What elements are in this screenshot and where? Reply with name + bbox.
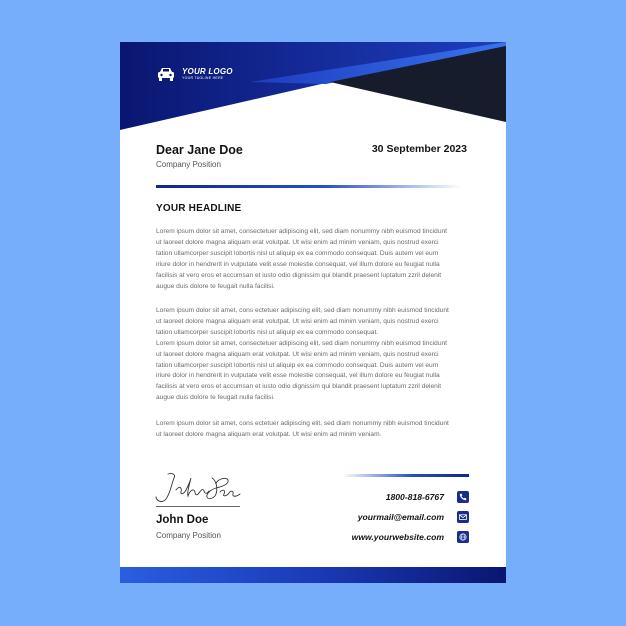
email-address[interactable]: yourmail@email.com bbox=[357, 512, 444, 522]
recipient-block bbox=[156, 143, 243, 169]
signer-name: John Doe bbox=[156, 514, 209, 526]
body-paragraph-1: Lorem ipsum dolor sit amet, consectetuer adipiscing elit, sed diam nonummy nibh euismod tincidunt ut laoreet dolore magna aliquam erat volutpat. Ut wisi enim ad minim veniam, quis nostrud exerci tation ullamcorper suscipit lobortis nisl ut aliquip ex ea commodo consequat. Duis autem vel eum iriure dolor in hendrerit in vulputate velit esse molestie consequat, vel illum dolore eu feugiat nulla facilisis at vero eros et accumsan et iusto odio dignissim qui blandit praesent luptatum zzril delenit augue duis dolore te feugait nulla facilisi. bbox=[156, 228, 448, 290]
contact-email[interactable] bbox=[358, 511, 469, 523]
logo-name: YOUR LOGO bbox=[182, 67, 233, 76]
letterhead-page bbox=[120, 42, 506, 583]
letter-date: 30 September 2023 bbox=[371, 143, 467, 155]
mail-icon bbox=[457, 511, 469, 523]
signer-position: Company Position bbox=[156, 531, 221, 540]
handwritten-signature bbox=[154, 470, 244, 506]
phone-icon bbox=[457, 491, 469, 503]
contact-phone[interactable] bbox=[386, 491, 469, 503]
phone-number[interactable]: 1800-818-6767 bbox=[385, 492, 444, 502]
header-divider bbox=[156, 185, 462, 188]
car-icon bbox=[156, 66, 176, 82]
footer-banner bbox=[120, 567, 506, 583]
recipient-name: Dear Jane Doe bbox=[156, 143, 243, 157]
company-logo bbox=[156, 66, 233, 82]
contact-divider bbox=[342, 474, 469, 477]
recipient-position: Company Position bbox=[156, 160, 221, 169]
logo-tagline: YOUR TAGLINE HERE bbox=[182, 76, 224, 80]
website-url[interactable]: www.yourwebsite.com bbox=[351, 532, 444, 542]
body-paragraph-2: Lorem ipsum dolor sit amet, cons ectetuer adipiscing elit, sed diam nonummy nibh euismod tincidunt ut laoreet dolore magna aliquam erat volutpat. Ut wisi enim ad minim veniam, quis nostrud exerci tation ullamcorper suscipit lobortis nisl ut aliquip ex ea commodo consequat. Lorem ipsum dolor sit amet, consectetuer adipiscing elit, sed diam nonummy nibh euismod tincidunt ut laoreet dolore magna aliquam erat volutpat. Ut wisi enim ad minim veniam, quis nostrud exerci tation ullamcorper suscipit lobortis nisl ut aliquip ex ea commodo consequat. Duis autem vel eum iriure dolor in hendrerit in vulputate velit esse molestie consequat, vel illum dolore eu feugiat nulla facilisis at vero eros et accumsan et iusto odio dignissim qui blandit praesent luptatum zzril delenit augue duis dolore te feugait nulla facilisi. bbox=[156, 307, 449, 402]
body-paragraph-3: Lorem ipsum dolor sit amet, cons ectetuer adipiscing elit, sed diam nonummy nibh euismod tincidunt ut laoreet dolore magna aliquam erat volutpat. Ut wisi enim ad minim veniam. bbox=[156, 420, 449, 438]
signer-block bbox=[156, 514, 221, 540]
signature-line bbox=[156, 506, 240, 507]
header-banner bbox=[120, 42, 506, 142]
globe-icon bbox=[457, 531, 469, 543]
contact-website[interactable] bbox=[352, 531, 469, 543]
headline: YOUR HEADLINE bbox=[156, 203, 242, 214]
